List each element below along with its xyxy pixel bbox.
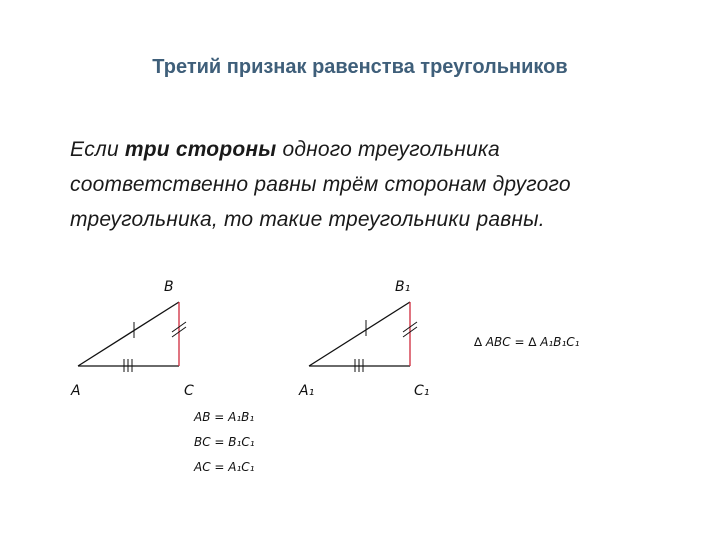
- side-a1b1: [309, 302, 410, 366]
- triangle-abc: [78, 302, 186, 372]
- vertex-label-a: A: [71, 383, 81, 399]
- slide-title: Третий признак равенства треугольников: [152, 56, 568, 78]
- theorem-line-2: соответственно равны трём сторонам другого: [70, 173, 571, 196]
- theorem-line-3: треугольника, то такие треугольники равны.: [70, 208, 545, 231]
- equality-ac: AC = A₁C₁: [194, 460, 255, 474]
- vertex-label-b: B: [164, 279, 174, 295]
- vertex-label-c1: C₁: [414, 383, 430, 399]
- conclusion-text: ∆ ABC = ∆ A₁B₁C₁: [474, 335, 580, 349]
- vertex-label-a1: A₁: [299, 383, 315, 399]
- equality-ab: AB = A₁B₁: [194, 410, 255, 424]
- vertex-label-b1: B₁: [395, 279, 411, 295]
- theorem-line-1-end: одного треугольника: [276, 138, 500, 161]
- vertex-label-c: C: [184, 383, 194, 399]
- triangle-a1b1c1: [309, 302, 417, 372]
- theorem-line-1-start: Если: [70, 138, 125, 161]
- theorem-emphasis: три стороны: [124, 138, 277, 161]
- equality-bc: BC = B₁C₁: [194, 435, 255, 449]
- side-ab: [78, 302, 179, 366]
